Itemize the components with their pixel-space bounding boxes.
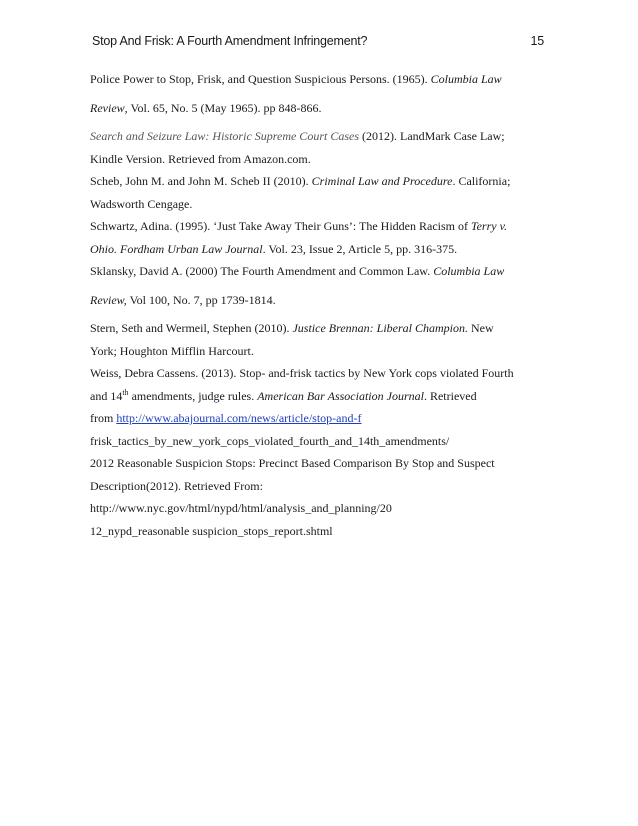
reference-text: . California; — [452, 174, 511, 188]
reference-text: (2012). LandMark Case Law; — [362, 129, 505, 143]
journal-title: Review — [90, 100, 125, 115]
book-title: Search and Seizure Law: Historic Supreme Court Cases — [90, 129, 359, 143]
reference-line: http://www.nyc.gov/html/nypd/html/analysis_and_planning/20 — [90, 501, 392, 515]
reference-line: York; Houghton Mifflin Harcourt. — [90, 343, 254, 358]
reference-text: from — [90, 411, 114, 425]
reference-entry — [90, 215, 542, 260]
reference-line: Kindle Version. Retrieved from Amazon.com. — [90, 151, 311, 166]
reference-text: Sklansky, David A. (2000) The Fourth Amendment and Common Law. — [90, 264, 431, 278]
reference-entry — [90, 452, 542, 542]
reference-text: . Retrieved — [423, 388, 477, 403]
reference-entry — [90, 125, 542, 170]
reference-line: Description(2012). Retrieved From: — [90, 478, 263, 493]
reference-line — [90, 407, 542, 430]
journal-title: American Bar Association Journal — [257, 388, 424, 403]
reference-line — [90, 317, 542, 340]
reference-link[interactable]: http://www.abajournal.com/news/article/stop-and-f — [116, 411, 362, 425]
reference-line — [90, 385, 542, 408]
reference-line: frisk_tactics_by_new_york_cops_violated_fourth_and_14th_amendments/ — [90, 433, 450, 448]
reference-line: 12_nypd_reasonable suspicion_stops_report.shtml — [90, 523, 333, 538]
reference-text: New — [471, 321, 494, 335]
reference-text: Stern, Seth and Wermeil, Stephen (2010). — [90, 321, 290, 335]
reference-text: , Vol. 65, No. 5 (May 1965). pp 848-866. — [124, 100, 322, 115]
reference-line — [90, 170, 542, 193]
reference-text: Scheb, John M. and John M. Scheb II (2010). — [90, 174, 309, 188]
book-title: Justice Brennan: Liberal Champion. — [292, 321, 468, 335]
journal-title: Review, — [90, 292, 127, 307]
reference-entry — [90, 260, 542, 311]
reference-text: . Vol. 23, Issue 2, Article 5, pp. 316-375. — [262, 241, 458, 256]
reference-line — [90, 289, 542, 312]
case-title: Terry v. — [471, 219, 507, 233]
reference-line — [90, 260, 542, 283]
reference-line — [90, 238, 542, 261]
journal-title: Columbia Law — [433, 264, 505, 278]
book-title: Criminal Law and Procedure — [311, 174, 453, 188]
reference-entry — [90, 317, 542, 362]
journal-title: Ohio. Fordham Urban Law Journal — [90, 241, 263, 256]
reference-text: Police Power to Stop, Frisk, and Question Suspicious Persons. (1965). — [90, 72, 428, 86]
reference-line: Weiss, Debra Cassens. (2013). Stop- and-frisk tactics by New York cops violated Fourth — [90, 366, 514, 380]
running-title: Stop And Frisk: A Fourth Amendment Infringement? — [92, 34, 368, 48]
reference-line: 2012 Reasonable Suspicion Stops: Precinct Based Comparison By Stop and Suspect — [90, 456, 495, 470]
reference-entry — [90, 68, 542, 119]
ordinal-suffix: th — [122, 387, 129, 397]
reference-text: amendments, judge rules. — [131, 388, 255, 403]
page-number: 15 — [530, 34, 544, 48]
reference-line: Wadsworth Cengage. — [90, 196, 193, 211]
reference-text: Schwartz, Adina. (1995). ‘Just Take Away Their Guns’: The Hidden Racism of — [90, 219, 468, 233]
reference-line — [90, 215, 542, 238]
reference-list — [90, 68, 542, 542]
reference-entry — [90, 170, 542, 215]
reference-entry — [90, 362, 542, 452]
reference-line — [90, 97, 542, 120]
reference-line — [90, 125, 542, 148]
reference-text: and 14 — [90, 388, 123, 403]
reference-text: Vol 100, No. 7, pp 1739-1814. — [129, 292, 276, 307]
journal-title: Columbia Law — [430, 72, 502, 86]
reference-line — [90, 68, 542, 91]
